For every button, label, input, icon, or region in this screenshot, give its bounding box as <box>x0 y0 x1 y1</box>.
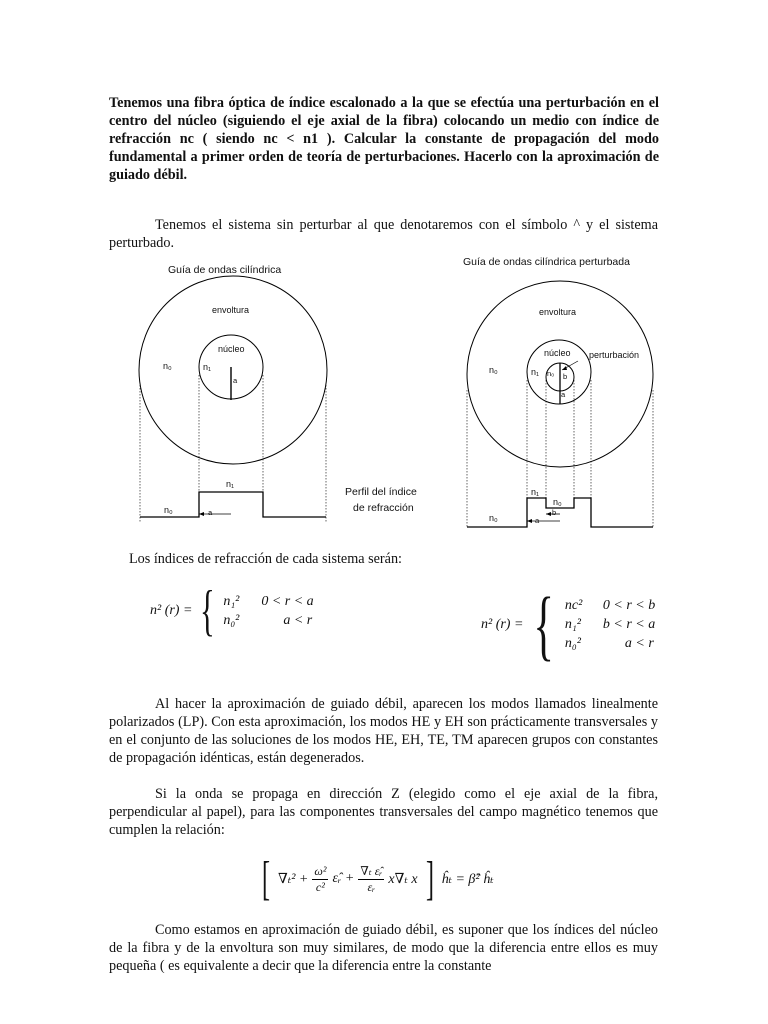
right-profile-nc-label: n₀ <box>553 497 562 507</box>
eq1-row1-value: n₁² <box>223 593 240 609</box>
indices-intro: Los índices de refracción de cada sistema serán: <box>129 551 402 567</box>
eq2-row1-cond: 0 < r < b <box>602 598 656 613</box>
eq3-term2: ε̂ᵣ + <box>332 871 355 886</box>
eq1-lhs: n² (r) = <box>150 603 193 618</box>
eq2-row3-value: n₀² <box>564 636 581 651</box>
eq2-row2-value: n₁² <box>564 617 581 632</box>
eq3-bracket-left: [ <box>261 852 270 905</box>
right-profile-a-label: a <box>535 516 540 525</box>
eq3-rhs: ĥₜ = β̂² ĥₜ <box>441 871 494 887</box>
eq3-frac1-num: ω² <box>314 863 327 878</box>
right-profile-n0-label: n₀ <box>489 513 498 523</box>
eq2-row2-cond: b < r < a <box>602 617 656 632</box>
eq3-frac1-den: c² <box>315 879 325 894</box>
right-profile-b-label: b <box>552 508 557 517</box>
profile-label-line2: de refracción <box>353 502 414 514</box>
paragraph-weak-guidance: Al hacer la aproximación de guiado débil, aparecen los modos llamados linealmente polarizados (LP). Con esta aproximación, los modos HE y EH son prácticamente transversales y en el conjunto de las soluciones de los modos HE, EH, TE, TM aparecen grupos con constantes de propagación idénticas, están degenerados. <box>109 696 658 766</box>
left-nucleo-label: núcleo <box>218 344 245 354</box>
intro-paragraph: Tenemos el sistema sin perturbar al que denotaremos con el símbolo ^ y el sistema perturbado. <box>109 217 658 251</box>
left-n1-label: n₁ <box>203 362 212 372</box>
paragraph-weak-guidance-2: Como estamos en aproximación de guiado débil, es suponer que los índices del núcleo de la fibra y de la envoltura son muy similares, de modo que la diferencia entre ellos es muy pequeña ( es equivalente a decir que la diferencia entre la constante <box>109 922 658 974</box>
right-perturbacion-label: perturbación <box>589 350 640 360</box>
right-nucleo-label: núcleo <box>544 348 571 358</box>
equation-perturbed: n² (r) = { nc² 0 < r < b n₁² b < r < a n₀² a < r <box>481 581 656 668</box>
left-profile-n1-label: n₁ <box>226 479 235 489</box>
right-nc-label: n₀ <box>547 369 555 378</box>
paragraph-propagation: Si la onda se propaga en dirección Z (elegido como el eje axial de la fibra, perpendicular al papel), para las componentes transversales del campo magnético tenemos que cumplen la relación: <box>109 786 658 838</box>
equation-unperturbed: n² (r) = { n₁² 0 < r < a n₀² a < r <box>150 580 314 642</box>
right-n1-label: n₁ <box>531 367 540 377</box>
left-envoltura-label: envoltura <box>212 305 250 315</box>
left-profile-a-label: a <box>208 508 213 517</box>
right-profile-n1-label: n₁ <box>531 487 540 497</box>
eq3-term1: ∇ₜ² + <box>277 871 309 887</box>
problem-statement: Tenemos una fibra óptica de índice escalonado a la que se efectúa una perturbación en el centro del núcleo (siguiendo el eje axial de la fibra) colocando un medio con índice de refracción nc ( siendo nc < n1 ). Calcular la constante de propagación del modo fundamental a primer orden de teoría de perturbaciones. Hacerlo con la aproximación de guiado débil. <box>109 95 659 183</box>
right-figure-title: Guía de ondas cilíndrica perturbada <box>463 256 630 268</box>
left-n0-label: n₀ <box>163 361 172 371</box>
eq2-row3-cond: a < r <box>624 636 654 651</box>
eq3-frac2-den: εᵣ <box>367 879 376 894</box>
right-envoltura-label: envoltura <box>539 307 577 317</box>
equation-wave <box>258 852 494 905</box>
right-a-label: a <box>561 390 566 399</box>
left-figure-title: Guía de ondas cilíndrica <box>168 264 282 276</box>
left-profile-n0-label: n₀ <box>164 505 173 515</box>
left-a-label: a <box>233 376 238 385</box>
right-b-label: b <box>563 372 568 381</box>
eq3-frac2-num: ∇ₜ ε̂ᵣ <box>360 863 383 878</box>
eq1-row2-value: n₀² <box>223 612 240 628</box>
eq3-bracket-right: ] <box>425 852 434 905</box>
right-n0-label: n₀ <box>489 365 498 375</box>
eq3-term3: x∇ₜ x <box>388 871 418 887</box>
eq2-lhs: n² (r) = <box>481 617 524 632</box>
eq1-row2-cond: a < r <box>283 612 313 628</box>
profile-label-line1: Perfil del índice <box>345 486 417 498</box>
eq1-row1-cond: 0 < r < a <box>261 593 314 609</box>
eq2-row1-value: nc² <box>564 598 583 613</box>
